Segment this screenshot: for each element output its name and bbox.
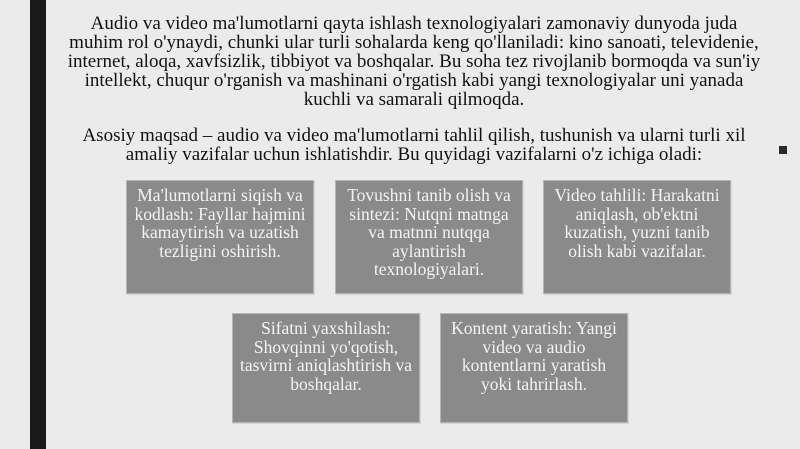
task-box-compression: Ma'lumotlarni siqish va kodlash: Fayllar hajmini kamaytirish va uzatish tezligini oshirish.	[126, 180, 314, 294]
intro-paragraph: Audio va video ma'lumotlarni qayta ishlash texnologiyalari zamonaviy dunyoda juda muhim rol o'ynaydi, chunki ular turli sohalarda keng qo'llaniladi: kino sanoati, televidenie, internet, aloqa, xavfsizlik, tibbiyot va boshqalar. Bu soha tez rivojlanib bormoqda va sun'iy intellekt, chuqur o'rganish va mashinani o'rgatish kabi yangi texnologiyalar uni yanada kuchli va samarali qilmoqda.	[67, 13, 761, 110]
goal-paragraph: Asosiy maqsad – audio va video ma'lumotlarni tahlil qilish, tushunish va ularni turli xil amaliy vazifalar uchun ishlatishdir. Bu quyidagi vazifalarni o'z ichiga oladi:	[82, 125, 746, 165]
slide-marker-square	[779, 146, 787, 154]
task-box-content-creation: Kontent yaratish: Yangi video va audio kontentlarni yaratish yoki tahrirlash.	[440, 313, 628, 423]
task-box-quality-enhancement: Sifatni yaxshilash: Shovqinni yo'qotish, tasvirni aniqlashtirish va boshqalar.	[232, 313, 420, 423]
task-box-speech-recognition: Tovushni tanib olish va sintezi: Nutqni matnga va matnni nutqqa aylantirish texnologiyalari.	[335, 180, 523, 294]
task-box-video-analysis: Video tahlili: Harakatni aniqlash, ob'ektni kuzatish, yuzni tanib olish kabi vazifalar.	[543, 180, 731, 294]
left-accent-bar	[30, 0, 46, 449]
